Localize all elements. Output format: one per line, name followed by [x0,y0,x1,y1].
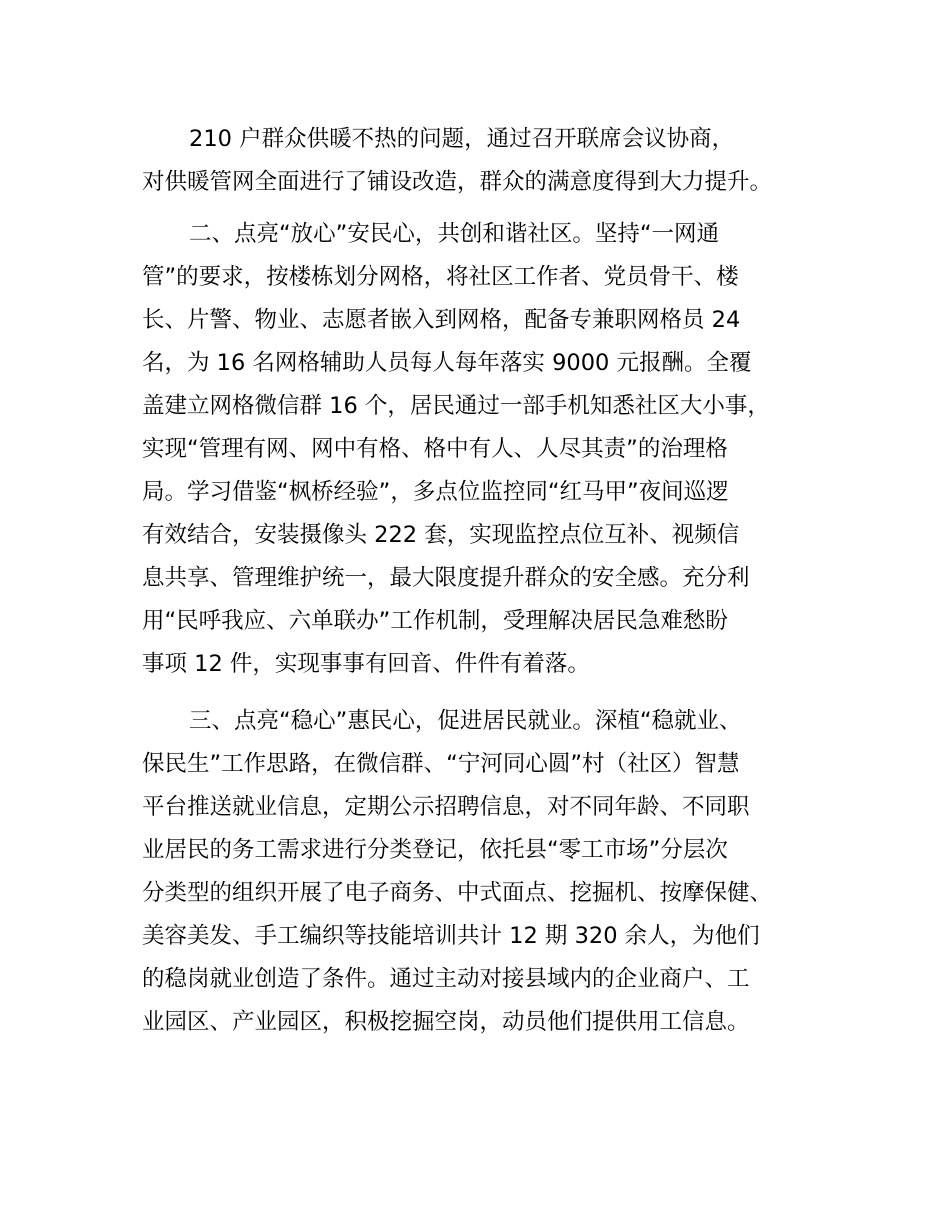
text-line: 分类型的组织开展了电子商务、中式面点、挖掘机、按摩保健、 [142,880,773,906]
text-line: 用“民呼我应、六单联办”工作机制，受理解决居民急难愁盼 [142,608,728,634]
text-line: 名，为 16 名网格辅助人员每人每年落实 9000 元报酬。全覆 [142,350,752,376]
paragraph-1 [142,118,842,204]
text-line: 业居民的务工需求进行分类登记，依托县“零工市场”分层次 [142,837,728,863]
text-line: 保民生”工作思路，在微信群、“宁河同心圆”村（社区）智慧 [142,751,740,777]
text-line: 盖建立网格微信群 16 个，居民通过一部手机知悉社区大小事， [142,393,770,419]
text-line: 二、点亮“放心”安民心，共创和谐社区。坚持“一网通 [189,221,719,247]
text-line: 长、片警、物业、志愿者嵌入到网格，配备专兼职网格员 24 [142,307,741,333]
text-line: 美容美发、手工编织等技能培训共计 12 期 320 余人，为他们 [142,923,760,949]
text-line: 管”的要求，按楼栋划分网格，将社区工作者、党员骨干、楼 [142,264,739,290]
paragraph-3 [142,700,842,1044]
text-line: 对供暖管网全面进行了铺设改造，群众的满意度得到大力提升。 [142,169,773,195]
text-line: 业园区、产业园区，积极挖掘空岗，动员他们提供用工信息。 [142,1009,750,1035]
text-line: 事项 12 件，实现事事有回音、件件有着落。 [142,651,590,677]
text-line: 210 户群众供暖不热的问题，通过召开联席会议协商， [189,126,735,152]
paragraph-2 [142,213,842,686]
text-line: 三、点亮“稳心”惠民心，促进居民就业。深植“稳就业、 [189,708,742,734]
text-line: 实现“管理有网、网中有格、格中有人、人尽其责”的治理格 [142,436,728,462]
text-line: 的稳岗就业创造了条件。通过主动对接县域内的企业商户、工 [142,966,750,992]
text-line: 息共享、管理维护统一，最大限度提升群众的安全感。充分利 [142,565,750,591]
text-line: 有效结合，安装摄像头 222 套，实现监控点位互补、视频信 [142,522,740,548]
text-line: 平台推送就业信息，定期公示招聘信息，对不同年龄、不同职 [142,794,750,820]
text-line: 局。学习借鉴“枫桥经验”，多点位监控同“红马甲”夜间巡逻 [142,479,729,505]
